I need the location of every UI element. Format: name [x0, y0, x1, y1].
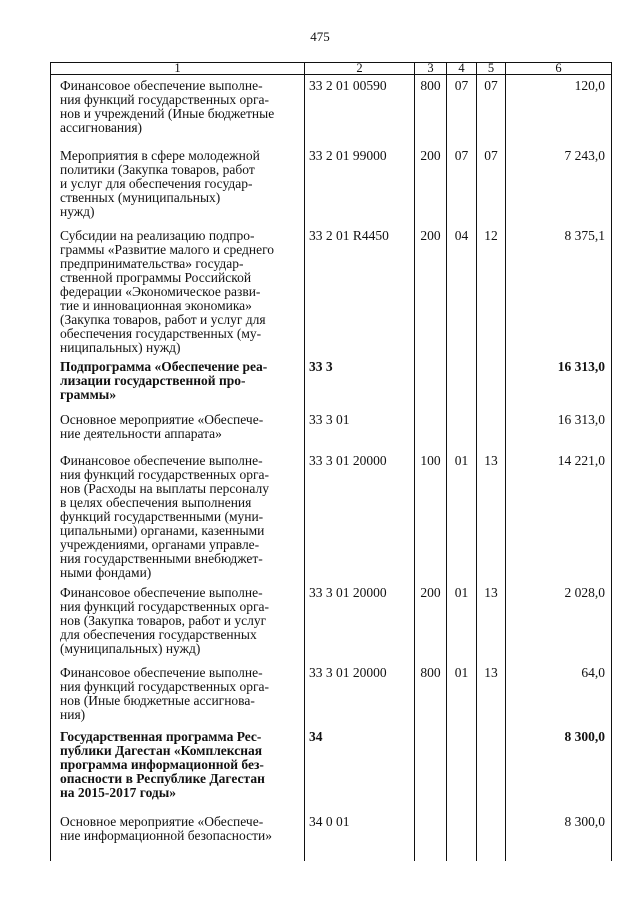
row-col5-cell: 13 — [477, 582, 506, 662]
row-col4-cell: 01 — [447, 582, 477, 662]
header-cell-2: 2 — [305, 63, 415, 75]
page-number: 475 — [310, 29, 330, 44]
row-col3-cell — [415, 409, 447, 450]
row-col3-cell: 100 — [415, 450, 447, 582]
table-row — [51, 726, 612, 811]
budget-table — [50, 62, 612, 861]
row-col3-cell: 200 — [415, 145, 447, 225]
row-col4-cell: 07 — [447, 145, 477, 225]
row-col4-cell — [447, 811, 477, 861]
row-amount-cell: 16 313,0 — [506, 356, 612, 409]
row-col5-cell: 07 — [477, 75, 506, 146]
row-amount-cell: 64,0 — [506, 662, 612, 726]
row-col5-cell — [477, 811, 506, 861]
row-col5-cell: 07 — [477, 145, 506, 225]
header-cell-4: 4 — [447, 63, 477, 75]
row-code-cell: 33 3 01 20000 — [305, 582, 415, 662]
row-col3-cell: 800 — [415, 75, 447, 146]
header-row — [51, 63, 612, 75]
row-col3-cell: 800 — [415, 662, 447, 726]
row-name-cell: Финансовое обеспечение выполне- ния функций государственных орга- нов (Закупка товаров, работ и услуг для обеспечения государственных (муниципальных) нужд) — [51, 582, 305, 662]
row-name-cell: Финансовое обеспечение выполне- ния функций государственных орга- нов и учреждений (Иные бюджетные ассигнования) — [51, 75, 305, 146]
row-col5-cell — [477, 726, 506, 811]
row-name-cell: Финансовое обеспечение выполне- ния функций государственных орга- нов (Иные бюджетные ассигнова- ния) — [51, 662, 305, 726]
row-name-cell: Основное мероприятие «Обеспече- ние информационной безопасности» — [51, 811, 305, 861]
row-col4-cell: 07 — [447, 75, 477, 146]
table-row — [51, 409, 612, 450]
row-amount-cell: 16 313,0 — [506, 409, 612, 450]
row-col3-cell: 200 — [415, 582, 447, 662]
row-code-cell: 33 3 — [305, 356, 415, 409]
row-col4-cell — [447, 356, 477, 409]
table-row — [51, 225, 612, 356]
header-cell-1: 1 — [51, 63, 305, 75]
row-name-cell: Основное мероприятие «Обеспече- ние деятельности аппарата» — [51, 409, 305, 450]
table-row — [51, 811, 612, 861]
row-name-cell: Государственная программа Рес- публики Дагестан «Комплексная программа информационной без- опасности в Республике Дагестан на 2015-2017 годы» — [51, 726, 305, 811]
row-code-cell: 33 3 01 20000 — [305, 662, 415, 726]
table-row — [51, 450, 612, 582]
row-amount-cell: 8 375,1 — [506, 225, 612, 356]
row-amount-cell: 7 243,0 — [506, 145, 612, 225]
row-amount-cell: 8 300,0 — [506, 726, 612, 811]
row-col3-cell — [415, 811, 447, 861]
row-col4-cell — [447, 726, 477, 811]
row-col3-cell — [415, 356, 447, 409]
row-col4-cell: 01 — [447, 662, 477, 726]
row-name-cell: Подпрограмма «Обеспечение реа- лизации государственной про- граммы» — [51, 356, 305, 409]
row-code-cell: 34 — [305, 726, 415, 811]
row-code-cell: 33 2 01 R4450 — [305, 225, 415, 356]
row-col5-cell: 13 — [477, 450, 506, 582]
row-name-cell: Субсидии на реализацию подпро- граммы «Развитие малого и среднего предпринимательства» государ- ственной программы Российской федерации «Экономическое разви- тие и инновационная экономика» (Закупка товаров, работ и услуг для обеспечения государственных (му- ниципальных) нужд) — [51, 225, 305, 356]
row-name-cell: Мероприятия в сфере молодежной политики (Закупка товаров, работ и услуг для обеспечения государ- ственных (муниципальных) нужд) — [51, 145, 305, 225]
row-col5-cell — [477, 409, 506, 450]
table-row — [51, 75, 612, 146]
row-col4-cell — [447, 409, 477, 450]
row-col5-cell: 12 — [477, 225, 506, 356]
row-code-cell: 33 3 01 20000 — [305, 450, 415, 582]
table-row — [51, 662, 612, 726]
row-code-cell: 34 0 01 — [305, 811, 415, 861]
row-amount-cell: 120,0 — [506, 75, 612, 146]
row-col4-cell: 04 — [447, 225, 477, 356]
table-body — [51, 75, 612, 862]
row-code-cell: 33 2 01 00590 — [305, 75, 415, 146]
table-row — [51, 356, 612, 409]
header-cell-3: 3 — [415, 63, 447, 75]
header-cell-6: 6 — [506, 63, 612, 75]
row-amount-cell: 14 221,0 — [506, 450, 612, 582]
row-col5-cell: 13 — [477, 662, 506, 726]
row-amount-cell: 8 300,0 — [506, 811, 612, 861]
row-code-cell: 33 2 01 99000 — [305, 145, 415, 225]
row-amount-cell: 2 028,0 — [506, 582, 612, 662]
row-col4-cell: 01 — [447, 450, 477, 582]
row-col5-cell — [477, 356, 506, 409]
row-code-cell: 33 3 01 — [305, 409, 415, 450]
table-row — [51, 145, 612, 225]
table-row — [51, 582, 612, 662]
row-col3-cell: 200 — [415, 225, 447, 356]
row-col3-cell — [415, 726, 447, 811]
header-cell-5: 5 — [477, 63, 506, 75]
row-name-cell: Финансовое обеспечение выполне- ния функций государственных орга- нов (Расходы на выплаты персоналу в целях обеспечения выполнения функций государственными (муни- ципальными) органами, казенными учреждениями, органами управле- ния государственными внебюджет- ными фондами) — [51, 450, 305, 582]
